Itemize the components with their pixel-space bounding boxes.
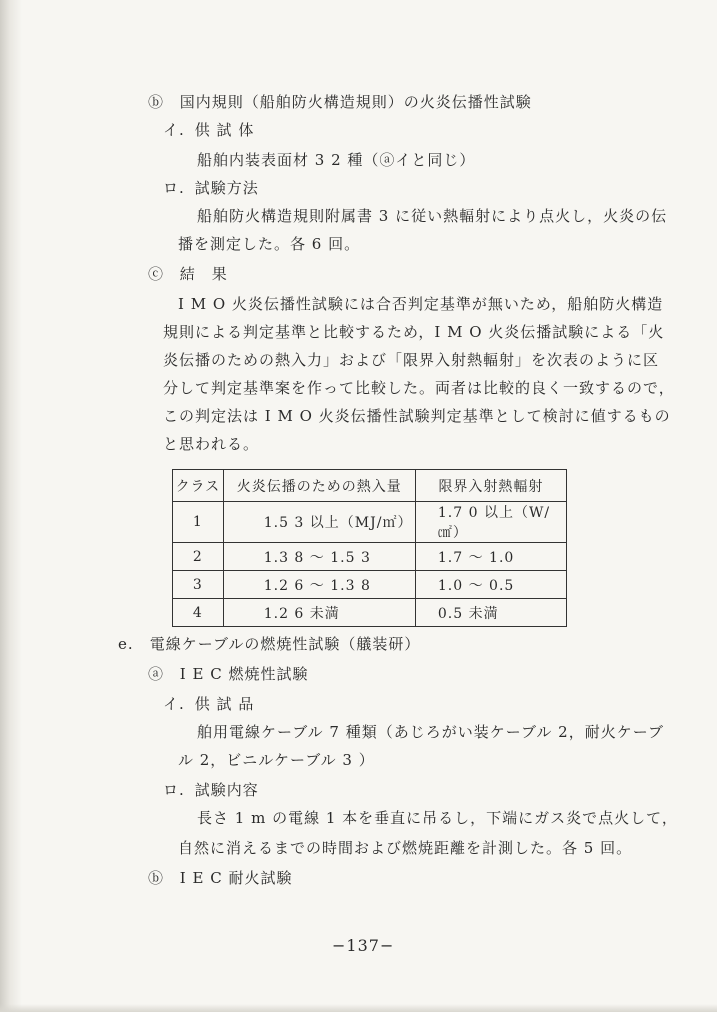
table-cell: 1.7 〜 1.0 (415, 543, 566, 571)
scan-edge-bottom (0, 1004, 717, 1012)
paragraph-line: 船舶内装表面材 3 2 種（ⓐイと同じ） (197, 151, 476, 169)
section-b-heading (148, 92, 532, 112)
class-criteria-table (172, 469, 567, 627)
table-cell: 1.2 6 未満 (223, 599, 415, 627)
item-i2-title: 供 試 品 (194, 695, 255, 713)
table-cell: 1 (173, 502, 224, 543)
table-cell: 4 (173, 599, 224, 627)
paragraph-line: 炎伝播のための熱入力」および「限界入射熱輻射」を次表のように区 (163, 351, 660, 369)
paragraph-line: 播を測定した。各 6 回。 (178, 235, 361, 253)
table-row (173, 571, 567, 599)
item-ro2-heading (163, 780, 259, 800)
item-i2-marker: イ. (163, 695, 185, 713)
item-i-marker: イ. (163, 121, 185, 139)
paragraph-line: 舶用電線ケーブル 7 種類（あじろがい装ケーブル 2，耐火ケーブ (197, 723, 664, 741)
item-ro2-title: 試験内容 (194, 781, 259, 799)
paragraph-line: 長さ 1 m の電線 1 本を垂直に吊るし，下端にガス炎で点火して， (197, 809, 678, 827)
table-cell: 3 (173, 571, 224, 599)
section-ea-title: I E C 燃焼性試験 (179, 665, 309, 683)
table-row (173, 599, 567, 627)
table-cell: 1.7 0 以上（W/㎠） (415, 502, 566, 543)
paragraph-line: 船舶防火構造規則附属書 3 に従い熱輻射により点火し，火炎の伝 (197, 207, 668, 225)
section-c-title: 結 果 (179, 265, 228, 283)
section-e-title: 電線ケーブルの燃焼性試験（艤装研） (149, 635, 421, 653)
table-header-cell: 限界入射熱輻射 (415, 470, 566, 502)
section-eb-marker: ⓑ (148, 869, 165, 887)
page-number: −137− (332, 936, 395, 955)
paragraph-line: と思われる。 (163, 435, 260, 453)
table-cell: 0.5 未満 (415, 599, 566, 627)
table-header-row (173, 470, 567, 502)
scan-edge-left (0, 0, 22, 1012)
item-i2-heading (163, 694, 254, 714)
section-eb-title: I E C 耐火試験 (179, 869, 293, 887)
paragraph-line: 規則による判定基準と比較するため，I M O 火炎伝播試験による「火 (163, 323, 665, 341)
item-ro2-marker: ロ. (163, 781, 185, 799)
item-i-heading (163, 120, 254, 140)
item-ro-marker: ロ. (163, 179, 185, 197)
section-e-marker: e. (118, 635, 134, 653)
item-ro-title: 試験方法 (194, 179, 259, 197)
table-row (173, 543, 567, 571)
paragraph-line: ル 2，ビニルケーブル 3 ） (178, 751, 375, 769)
section-ea-heading (148, 664, 308, 684)
table-cell: 1.0 〜 0.5 (415, 571, 566, 599)
section-eb-heading (148, 868, 292, 888)
section-e-heading (118, 634, 420, 654)
table-cell: 2 (173, 543, 224, 571)
table-header-cell: クラス (173, 470, 224, 502)
paragraph-line: この判定法は I M O 火炎伝播性試験判定基準として検討に値するもの (163, 407, 671, 425)
section-b-title: 国内規則（船舶防火構造規則）の火炎伝播性試験 (179, 93, 532, 111)
paragraph-line: I M O 火炎伝播性試験には合否判定基準が無いため，船舶防火構造 (178, 295, 664, 313)
table-header-cell: 火炎伝播のための熱入量 (223, 470, 415, 502)
table-cell: 1.2 6 〜 1.3 8 (223, 571, 415, 599)
table-row (173, 502, 567, 543)
table-cell: 1.3 8 〜 1.5 3 (223, 543, 415, 571)
paragraph-line: 分して判定基準案を作って比較した。両者は比較的良く一致するので， (163, 379, 675, 397)
section-c-marker: ⓒ (148, 265, 165, 283)
section-c-heading (148, 264, 228, 284)
section-ea-marker: ⓐ (148, 665, 165, 683)
table-cell: 1.5 3 以上（MJ/㎡） (223, 502, 415, 543)
paragraph-line: 自然に消えるまでの時間および燃焼距離を計測した。各 5 回。 (178, 839, 633, 857)
item-i-title: 供 試 体 (194, 121, 255, 139)
item-ro-heading (163, 178, 259, 198)
section-b-marker: ⓑ (148, 93, 165, 111)
